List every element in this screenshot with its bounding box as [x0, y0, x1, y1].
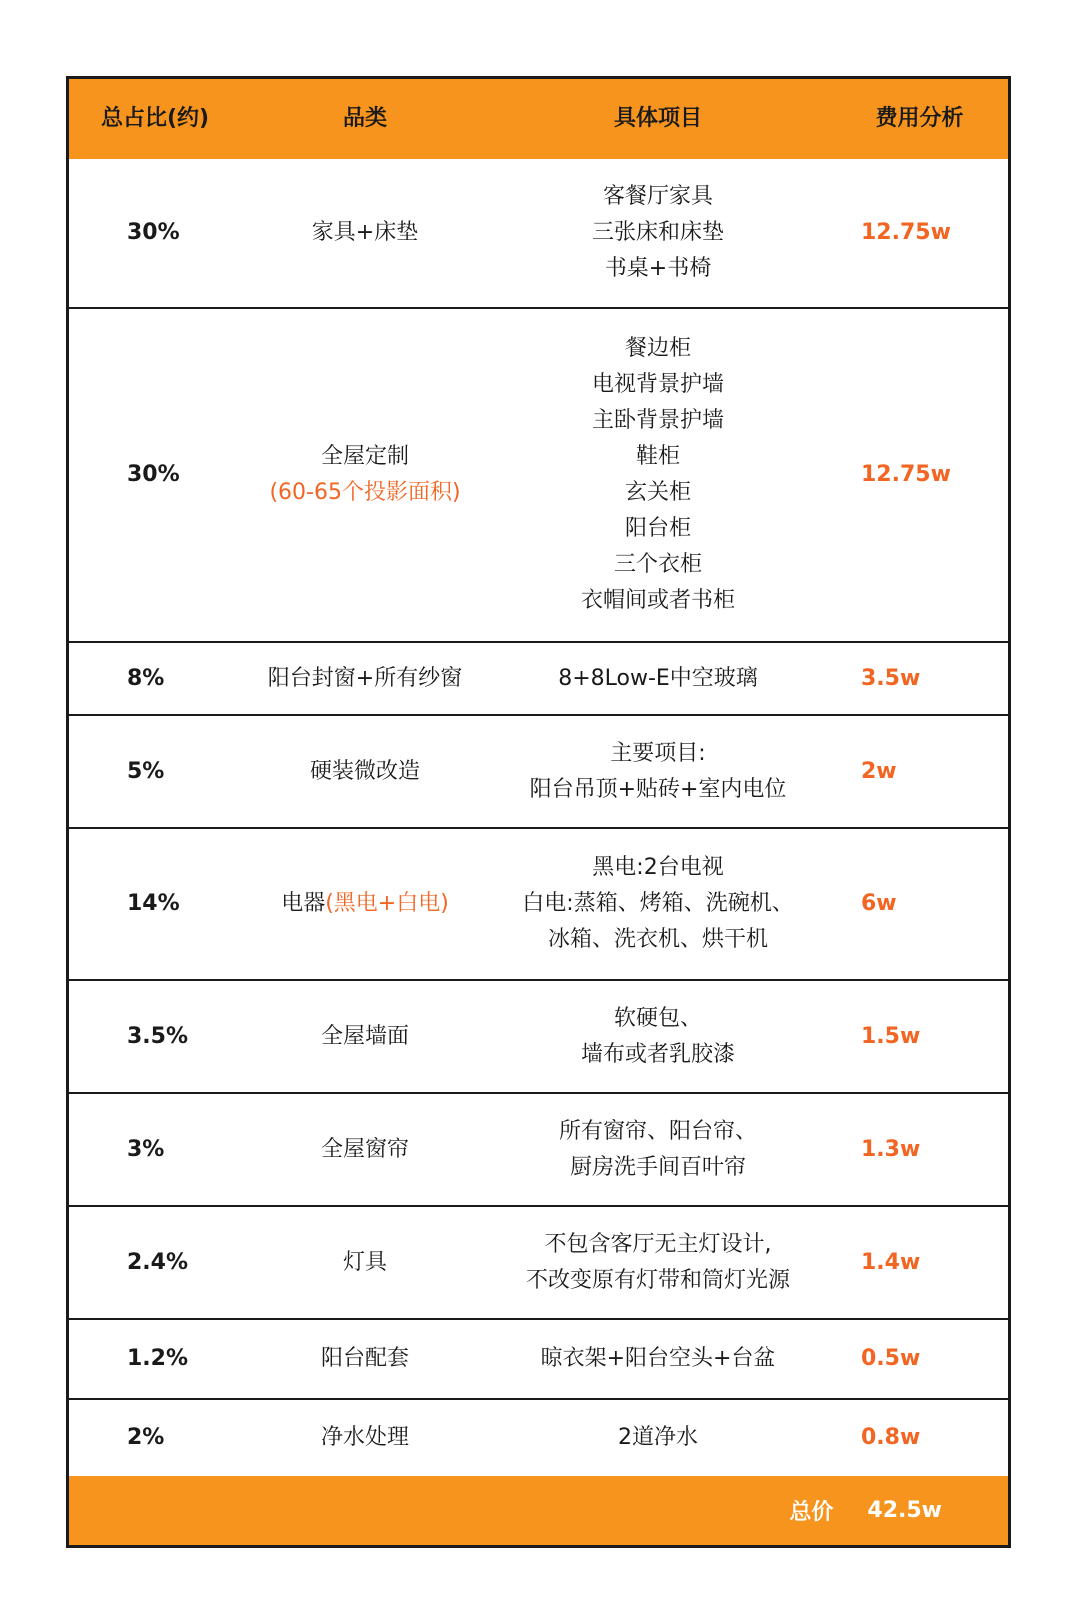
item-line: 客餐厅家具 — [602, 184, 713, 209]
row-pct: 30% — [69, 159, 245, 309]
header-category: 品类 — [245, 79, 485, 159]
category-line — [321, 1132, 409, 1168]
row-category — [245, 1400, 485, 1476]
row-cost: 12.75w — [831, 309, 1008, 643]
row-category — [245, 716, 485, 829]
row-cost: 2w — [831, 716, 1008, 829]
row-items — [485, 159, 831, 309]
category-wrap — [321, 1420, 409, 1456]
category-wrap — [268, 661, 462, 697]
row-items — [485, 643, 831, 716]
item-line: 不改变原有灯带和筒灯光源 — [525, 1267, 790, 1293]
item-line: 衣帽间或者书柜 — [580, 588, 735, 613]
category-wrap — [321, 1019, 409, 1055]
row-pct: 1.2% — [69, 1320, 245, 1400]
row-category — [245, 643, 485, 716]
row-items — [485, 1207, 831, 1320]
header-cost: 费用分析 — [831, 79, 1008, 159]
row-category — [245, 159, 485, 309]
item-line: 电视背景护墙 — [591, 372, 724, 397]
item-line: 8+8Low-E中空玻璃 — [558, 665, 758, 691]
category-line — [321, 1420, 409, 1456]
items-list — [618, 1420, 698, 1456]
row-category — [245, 829, 485, 981]
row-items — [485, 829, 831, 981]
item-line: 三个衣柜 — [613, 552, 702, 577]
row-pct: 30% — [69, 309, 245, 643]
row-cost: 6w — [831, 829, 1008, 981]
item-line: 阳台柜 — [624, 516, 691, 541]
items-list — [541, 1341, 776, 1377]
item-line: 晾衣架+阳台空头+台盆 — [540, 1346, 776, 1371]
total-value: 42.5w — [867, 1498, 942, 1523]
category-line — [310, 754, 420, 790]
category-label: 灯具 — [342, 1249, 387, 1275]
item-line: 书桌+书椅 — [604, 256, 712, 281]
row-cost: 12.75w — [831, 159, 1008, 309]
item-line: 墙布或者乳胶漆 — [580, 1041, 735, 1067]
total-label: 总价 — [789, 1500, 834, 1525]
item-line: 所有窗帘、阳台帘、 — [558, 1118, 757, 1144]
item-line: 鞋柜 — [635, 444, 680, 469]
row-cost: 1.4w — [831, 1207, 1008, 1320]
items-list — [592, 179, 724, 287]
row-cost: 0.8w — [861, 1425, 921, 1450]
items-list — [558, 661, 758, 697]
row-category — [245, 309, 485, 643]
items-list — [530, 736, 787, 808]
items-list — [526, 1227, 790, 1299]
row-pct: 14% — [69, 829, 245, 981]
category-label: 阳台配套 — [320, 1346, 409, 1371]
row-pct: 8% — [69, 643, 245, 716]
category-line — [312, 215, 418, 251]
category-label: 电器 — [281, 891, 326, 916]
row-pct: 2% — [127, 1425, 165, 1450]
row-category — [245, 981, 485, 1094]
row-items — [485, 1320, 831, 1400]
items-list — [581, 1001, 735, 1073]
category-label: 家具+床垫 — [311, 220, 419, 245]
category-wrap — [269, 439, 460, 511]
item-line: 软硬包、 — [613, 1005, 702, 1031]
budget-table — [66, 76, 1011, 1548]
row-pct: 3.5% — [69, 981, 245, 1094]
item-line: 玄关柜 — [624, 480, 691, 505]
item-line: 餐边柜 — [624, 336, 691, 361]
item-line: 阳台吊顶+贴砖+室内电位 — [529, 776, 787, 802]
category-wrap — [321, 1341, 409, 1377]
item-line: 厨房洗手间百叶帘 — [569, 1154, 746, 1180]
category-line — [268, 661, 462, 697]
category-line — [281, 886, 449, 922]
item-line: 2道净水 — [618, 1425, 698, 1450]
row-category — [245, 1207, 485, 1320]
total-row — [69, 1476, 1008, 1545]
row-items — [485, 716, 831, 829]
row-category — [245, 1320, 485, 1400]
items-list — [522, 850, 793, 958]
item-line: 冰箱、洗衣机、烘干机 — [547, 927, 768, 952]
category-label: 全屋墙面 — [320, 1023, 409, 1049]
header-pct: 总占比(约) — [69, 79, 245, 159]
row-category — [245, 1094, 485, 1207]
header-items: 具体项目 — [485, 79, 831, 159]
items-list — [581, 331, 735, 619]
category-note: (黑电+白电) — [325, 891, 449, 916]
row-pct: 5% — [69, 716, 245, 829]
row-items — [485, 309, 831, 643]
row-items — [485, 981, 831, 1094]
category-wrap — [343, 1245, 387, 1281]
row-cost: 1.5w — [831, 981, 1008, 1094]
row-cost: 1.3w — [831, 1094, 1008, 1207]
category-label: 硬装微改造 — [309, 758, 420, 784]
category-line — [343, 1245, 387, 1281]
category-wrap — [310, 754, 420, 790]
item-line: 白电:蒸箱、烤箱、洗碗机、 — [522, 891, 794, 916]
category-label: 全屋定制 — [320, 444, 409, 469]
row-pct: 2.4% — [69, 1207, 245, 1320]
category-label: 净水处理 — [320, 1425, 409, 1450]
category-wrap — [321, 1132, 409, 1168]
row-items — [485, 1094, 831, 1207]
budget-grid — [69, 79, 1008, 1545]
category-line — [321, 1019, 409, 1055]
item-line: 黑电:2台电视 — [592, 855, 724, 880]
row-cost: 0.5w — [831, 1320, 1008, 1400]
item-line: 主卧背景护墙 — [591, 408, 724, 433]
row-cost: 3.5w — [831, 643, 1008, 716]
category-label: 全屋窗帘 — [320, 1136, 409, 1162]
category-label: 阳台封窗+所有纱窗 — [267, 665, 463, 691]
category-note: (60-65个投影面积) — [269, 480, 461, 505]
items-list — [559, 1114, 757, 1186]
category-wrap — [281, 886, 449, 922]
item-line: 主要项目: — [610, 740, 706, 766]
row-items — [485, 1400, 831, 1476]
category-line — [321, 1341, 409, 1377]
item-line: 三张床和床垫 — [591, 220, 724, 245]
category-wrap — [312, 215, 418, 251]
row-pct: 3% — [69, 1094, 245, 1207]
item-line: 不包含客厅无主灯设计, — [544, 1231, 772, 1257]
